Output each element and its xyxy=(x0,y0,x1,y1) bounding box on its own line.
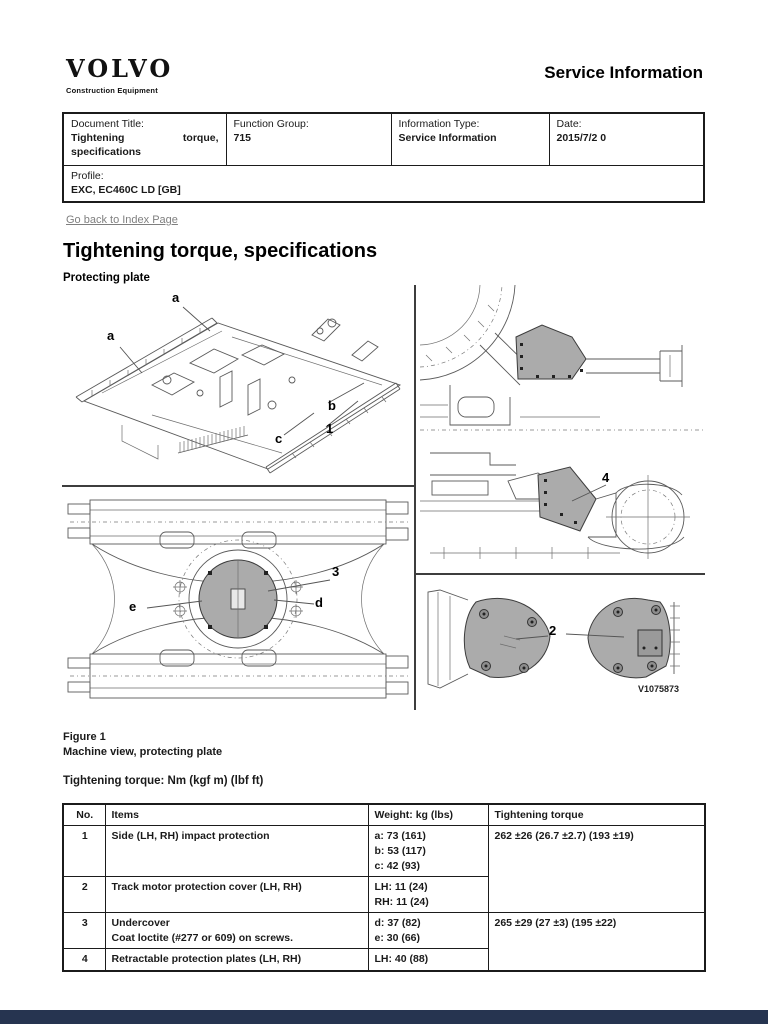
figure-label-a2: a xyxy=(107,328,115,343)
row4-item-line1: Retractable protection plates (LH, RH) xyxy=(111,953,302,965)
figure-label-2: 2 xyxy=(549,623,557,638)
row4-weight xyxy=(368,949,488,971)
page-title: Service Information xyxy=(544,63,703,82)
row2-item xyxy=(105,877,368,913)
col-header-no: No. xyxy=(63,804,105,826)
row1-weight-c: c: 42 (93) xyxy=(374,860,421,872)
figure-label-a1: a xyxy=(172,290,180,305)
date-label: Date: xyxy=(556,118,582,130)
row3-item-line1: Undercover xyxy=(111,917,170,929)
volvo-logo-text: VOLVO xyxy=(66,54,174,83)
figure-label-e: e xyxy=(129,599,137,614)
figure-vertical-divider xyxy=(414,285,416,710)
function-group-value: 715 xyxy=(233,132,252,144)
date-cell xyxy=(549,113,704,165)
document-title-cell xyxy=(63,113,226,165)
row1-torque: 262 ±26 (26.7 ±2.7) (193 ±19) xyxy=(488,826,705,913)
diagram-side-detail-views xyxy=(420,285,705,571)
table-row xyxy=(63,826,705,877)
information-type-label: Information Type: xyxy=(398,118,480,130)
torque-spec-table xyxy=(62,803,706,972)
figure-label-3: 3 xyxy=(332,564,340,579)
row3-item xyxy=(105,913,368,949)
table-row xyxy=(63,913,705,949)
row4-no: 4 xyxy=(63,949,105,971)
function-group-cell xyxy=(226,113,391,165)
col-header-weight: Weight: kg (lbs) xyxy=(368,804,488,826)
profile-label: Profile: xyxy=(71,169,104,182)
row1-no: 1 xyxy=(63,826,105,877)
col-header-torque: Tightening torque xyxy=(488,804,705,826)
row3-torque: 265 ±29 (27 ±3) (195 ±22) xyxy=(488,913,705,971)
back-to-index-link[interactable]: Go back to Index Page xyxy=(66,214,178,226)
row3-weight xyxy=(368,913,488,949)
date-value: 2015/7/2 0 xyxy=(556,132,607,144)
document-title-label: Document Title: xyxy=(71,118,144,130)
function-group-label: Function Group: xyxy=(233,118,309,130)
row2-weight-rh: RH: 11 (24) xyxy=(374,896,429,908)
figure-caption-number: Figure 1 xyxy=(63,731,106,743)
section-title: Tightening torque, specifications xyxy=(63,240,378,262)
row4-item xyxy=(105,949,368,971)
profile-value: EXC, EC460C LD [GB] xyxy=(71,183,181,196)
torque-units-heading: Tightening torque: Nm (kgf m) (lbf ft) xyxy=(63,775,264,787)
row2-item-line1: Track motor protection cover (LH, RH) xyxy=(111,881,302,893)
figure-right-divider xyxy=(416,573,705,575)
row1-weight-b: b: 53 (117) xyxy=(374,845,426,857)
col-header-items: Items xyxy=(105,804,368,826)
row2-weight-lh: LH: 11 (24) xyxy=(374,881,428,893)
figure-label-d: d xyxy=(315,595,323,610)
figure-code: V1075873 xyxy=(638,684,680,694)
diagram-track-frame-plan xyxy=(62,488,414,710)
figure-caption-text: Machine view, protecting plate xyxy=(63,746,223,758)
figure-label-4: 4 xyxy=(602,470,610,485)
row1-weight-a: a: 73 (161) xyxy=(374,830,426,842)
spec-table-header-row xyxy=(63,804,705,826)
row2-weight xyxy=(368,877,488,913)
figure-label-c: c xyxy=(275,431,283,446)
row1-weight xyxy=(368,826,488,877)
page-bottom-bar xyxy=(0,1010,768,1024)
figure-1 xyxy=(62,285,705,713)
row1-item-line1: Side (LH, RH) impact protection xyxy=(111,830,270,842)
figure-label-b: b xyxy=(328,398,336,413)
volvo-logo xyxy=(66,54,173,95)
row3-item-line2: Coat loctite (#277 or 609) on screws. xyxy=(111,932,293,944)
section-subtitle: Protecting plate xyxy=(63,272,150,284)
row3-no: 3 xyxy=(63,913,105,949)
row2-no: 2 xyxy=(63,877,105,913)
figure-left-divider xyxy=(62,485,414,487)
figure-label-1: 1 xyxy=(326,421,334,436)
row3-weight-d: d: 37 (82) xyxy=(374,917,421,929)
profile-cell xyxy=(63,165,704,202)
information-type-value: Service Information xyxy=(398,132,497,144)
document-info-table xyxy=(62,112,705,203)
information-type-cell xyxy=(391,113,549,165)
diagram-isometric-frame xyxy=(62,285,412,481)
row4-weight-lh: LH: 40 (88) xyxy=(374,953,429,965)
row3-weight-e: e: 30 (66) xyxy=(374,932,421,944)
volvo-tagline: Construction Equipment xyxy=(66,86,158,95)
row1-item xyxy=(105,826,368,877)
document-title-value: Tightening torque, specifications xyxy=(71,132,219,158)
